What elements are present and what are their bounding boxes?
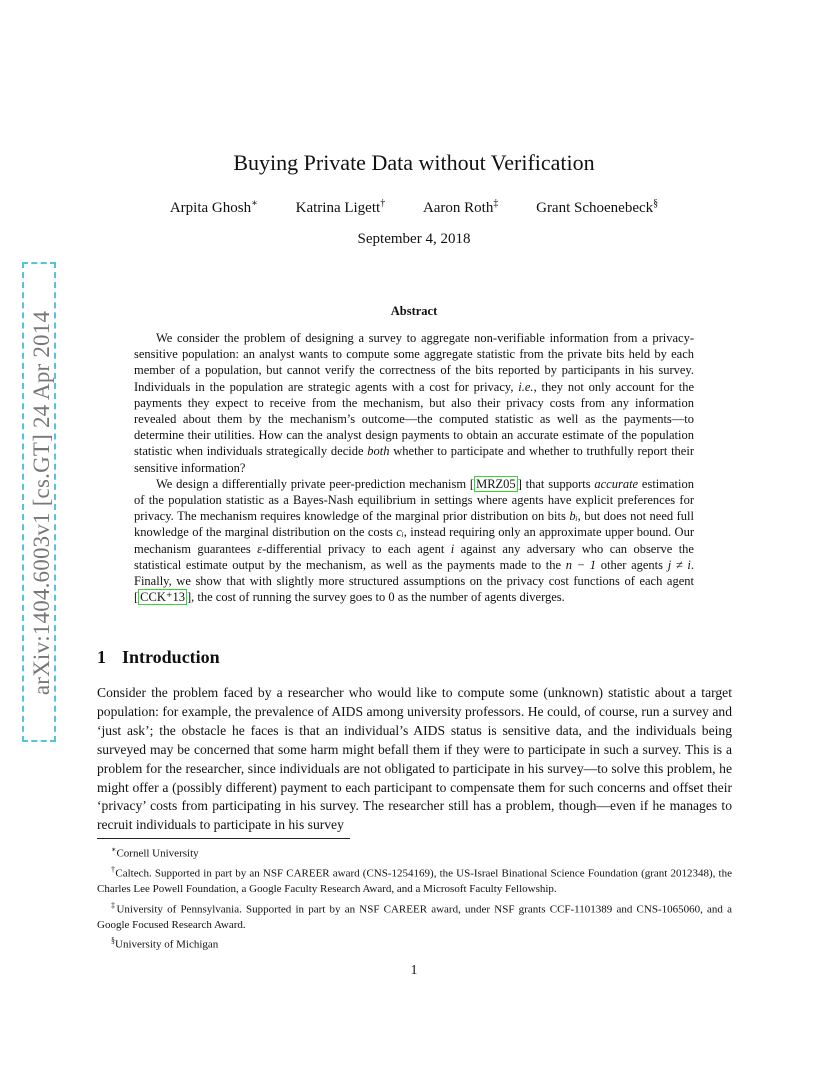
paper-date: September 4, 2018 bbox=[357, 231, 471, 247]
author-list bbox=[0, 198, 828, 217]
introduction-body bbox=[97, 684, 732, 835]
abstract-body bbox=[134, 330, 694, 605]
page-number: 1 bbox=[410, 962, 418, 977]
intro-paragraph: Consider the problem faced by a researcher who would like to compute some (unknown) statistic about a target population: for example, the prevalence of AIDS among university professors. He could, of course, run a survey and ‘just ask’; the obstacle he faces is that an individual’s AIDS status is sensitive data, and the individuals being surveyed may be concerned that some harm might befall them if they were to participate in such a survey. This is a problem for the researcher, since individuals are not obligated to participate in his survey—to solve this problem, he might offer a (possibly different) payment to each participant to compensate them for such concerns and offset their ‘privacy’ costs from participating in his survey. The researcher still has a problem, though—even if he manages to recruit individuals to participate in his survey bbox=[97, 685, 732, 833]
footnote: ‡University of Pennsylvania. Supported in part by an NSF CAREER award, under NSF grants CCF-1101389 and CNS-1065060, and a Google Focused Research Award. bbox=[97, 900, 733, 931]
footnote-divider bbox=[97, 838, 350, 839]
abstract-paragraph-2: We design a differentially private peer-prediction mechanism [ MRZ05 ] that supports accurate estimation of the population statistic as a Bayes-Nash equilibrium in settings where agents have explicit preferences for privacy. The mechanism requires knowledge of the marginal prior distribution on bits bᵢ, but does not need full knowledge of the marginal distribution on the costs cᵢ, instead requiring only an approximate upper bound. Our mechanism guarantees ε-differential privacy to each agent i against any adversary who can observe the statistical estimate output by the mechanism, as well as the payments made to the n − 1 other agents j ≠ i. Finally, we show that with slightly more structured assumptions on the privacy cost functions of each agent [ CCK⁺13 ], the cost of running the survey goes to 0 as the number of agents diverges. bbox=[134, 476, 695, 605]
abstract-heading: Abstract bbox=[390, 304, 438, 318]
footnote: ∗Cornell University bbox=[111, 845, 199, 860]
abstract-paragraph-1: We consider the problem of designing a survey to aggregate non-verifiable information from a privacy-sensitive population: an analyst wants to compute some aggregate statistic from the private bits held by each member of a population, but cannot verify the correctness of the bits reported by participants in his survey. Individuals in the population are strategic agents with a cost for privacy, i.e., they not only account for the payments they expect to receive from the mechanism, but also their privacy costs from any information revealed about them by the mechanism’s outcome—the computed statistic as well as the payments—to determine their utilities. How can the analyst design payments to obtain an accurate estimate of the population statistic when individuals strategically decide both whether to participate and whether to truthfully report their sensitive information? bbox=[134, 331, 694, 475]
arxiv-stamp bbox=[22, 262, 56, 742]
arxiv-identifier: arXiv:1404.6003v1 [cs.GT] 24 Apr 2014 bbox=[29, 310, 54, 696]
footnotes bbox=[97, 842, 732, 954]
author: Grant Schoenebeck§ bbox=[536, 198, 659, 216]
author: Katrina Ligett† bbox=[295, 198, 386, 216]
section-heading: 1 Introduction bbox=[97, 647, 220, 667]
footnote: †Caltech. Supported in part by an NSF CAREER award (CNS-1254169), the US-Israel Binational Science Foundation (grant 2012348), the Charles Lee Powell Foundation, a Google Faculty Research Award, and a Microsoft Faculty Fellowship. bbox=[97, 865, 732, 896]
citation-link[interactable]: CCK⁺13 bbox=[140, 590, 185, 605]
author: Aaron Roth‡ bbox=[422, 198, 499, 216]
footnote: §University of Michigan bbox=[111, 936, 219, 952]
paper-title: Buying Private Data without Verification bbox=[233, 150, 595, 175]
author: Arpita Ghosh∗ bbox=[169, 198, 258, 216]
citation-link[interactable]: MRZ05 bbox=[476, 476, 516, 491]
